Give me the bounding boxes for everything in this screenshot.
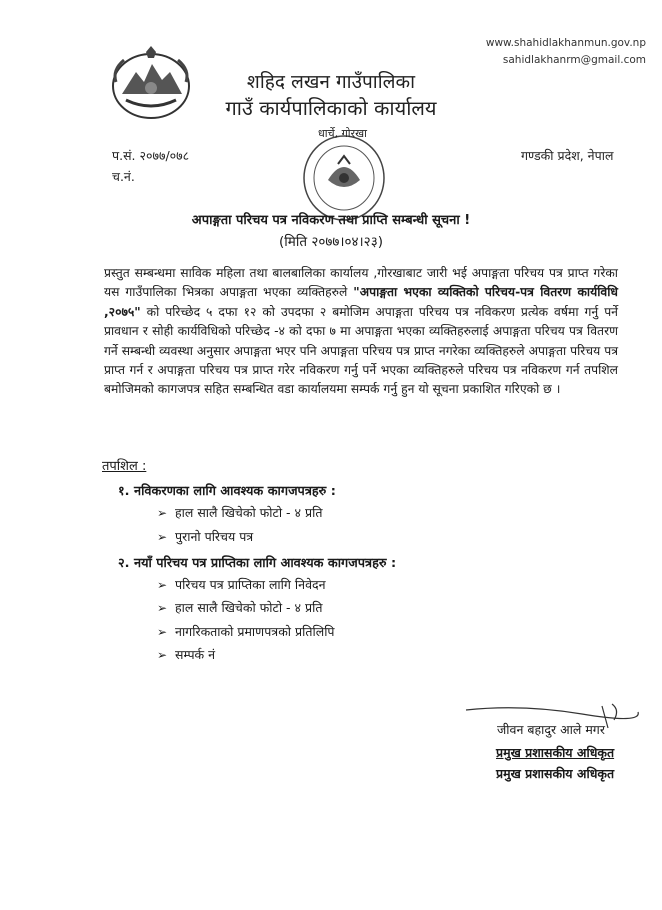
province-text: गण्डकी प्रदेश, नेपाल bbox=[521, 148, 614, 163]
email-text: sahidlakhanrm@gmail.com bbox=[502, 54, 646, 66]
website-text: www.shahidlakhanmun.gov.np bbox=[485, 37, 646, 49]
list-item: ➢ परिचय पत्र प्राप्तिका लागि निवेदन bbox=[157, 577, 326, 592]
list-item: ➢ हाल सालै खिचेको फोटो - ४ प्रति bbox=[157, 600, 323, 615]
signatory-name: जीवन बहादुर आले मगर bbox=[497, 722, 605, 737]
body-text-bold: "अपाङ्गता भएका व्यक्तिको परिचय-पत्र वितरण कार्यविधि ,२०७५" bbox=[104, 285, 618, 319]
details-heading: तपशिल : bbox=[102, 459, 147, 474]
notice-date: (मिति २०७७।०४।२३) bbox=[279, 234, 383, 250]
arrow-bullet-icon: ➢ bbox=[157, 625, 168, 639]
arrow-bullet-icon: ➢ bbox=[157, 506, 168, 520]
section2-title: २. नयाँ परिचय पत्र प्राप्तिका लागि आवश्यक कागजपत्रहरु : bbox=[118, 556, 397, 571]
arrow-bullet-icon: ➢ bbox=[157, 648, 168, 662]
arrow-bullet-icon: ➢ bbox=[157, 578, 168, 592]
section1-title: १. नविकरणका लागि आवश्यक कागजपत्रहरु : bbox=[118, 484, 336, 499]
notice-body bbox=[104, 264, 618, 400]
dispatch-number: च.नं. bbox=[112, 169, 135, 184]
notice-title: अपाङ्गता परिचय पत्र नविकरण तथा प्राप्ति सम्बन्धी सूचना ! bbox=[191, 213, 471, 228]
signatory-title: प्रमुख प्रशासकीय अधिकृत bbox=[496, 766, 615, 781]
list-item: ➢ नागरिकताको प्रमाणपत्रको प्रतिलिपि bbox=[157, 624, 335, 639]
office-name-line1: शहिद लखन गाउँपालिका bbox=[246, 71, 416, 93]
reference-number: प.सं. २०७७/०७८ bbox=[112, 148, 190, 163]
arrow-bullet-icon: ➢ bbox=[157, 530, 168, 544]
signatory-title-stamp: प्रमुख प्रशासकीय अधिकृत bbox=[496, 745, 615, 760]
contact-info bbox=[486, 35, 646, 69]
body-text-part1: प्रस्तुत सम्बन्धमा साविक महिला तथा बालबालिका कार्यालय ,गोरखाबाट जारी भई अपाङ्गता परिचय पत्र प्राप्त गरेका यस गाउँपालिका भित्रका अपाङ्गता भएका व्यक्तिहरुले bbox=[104, 266, 618, 300]
seal-place-text: धार्चे, गोरखा bbox=[318, 127, 367, 140]
list-item: ➢ सम्पर्क नं bbox=[157, 647, 216, 662]
list-item: ➢ पुरानो परिचय पत्र bbox=[157, 529, 254, 544]
list-item: ➢ हाल सालै खिचेको फोटो - ४ प्रति bbox=[157, 505, 323, 520]
arrow-bullet-icon: ➢ bbox=[157, 601, 168, 615]
office-name-line2: गाउँ कार्यपालिकाको कार्यालय bbox=[225, 96, 437, 120]
body-text-part2: को परिच्छेद ५ दफा १२ को उपदफा २ बमोजिम अपाङ्गता परिचय पत्र नविकरण प्रत्येक वर्षमा गर्नु पर्ने प्रावधान र सोही कार्यविधिको परिच्छेद -४ को दफा ७ मा अपाङ्गता भएका व्यक्तिहरुलाई अपाङ्गता परिचय पत्र वितरण गर्ने सम्बन्धी व्यवस्था अनुसार अपाङ्गता भएर पनि अपाङ्गता परिचय पत्र प्राप्त नगरेका व्यक्तिहरुले अपाङ्गता परिचय पत्र प्राप्त गर्न र अपाङ्गता परिचय पत्र प्राप्त गरेर नविकरण गर्नु पर्ने भएका व्यक्तिहरुले परिचय पत्र नविकरण गर्न तपशिल बमोजिमको कागजपत्र सहित सम्बन्धित वडा कार्यालयमा सम्पर्क गर्नु हुन यो सूचना प्रकाशित गरिएको छ । bbox=[104, 304, 618, 397]
